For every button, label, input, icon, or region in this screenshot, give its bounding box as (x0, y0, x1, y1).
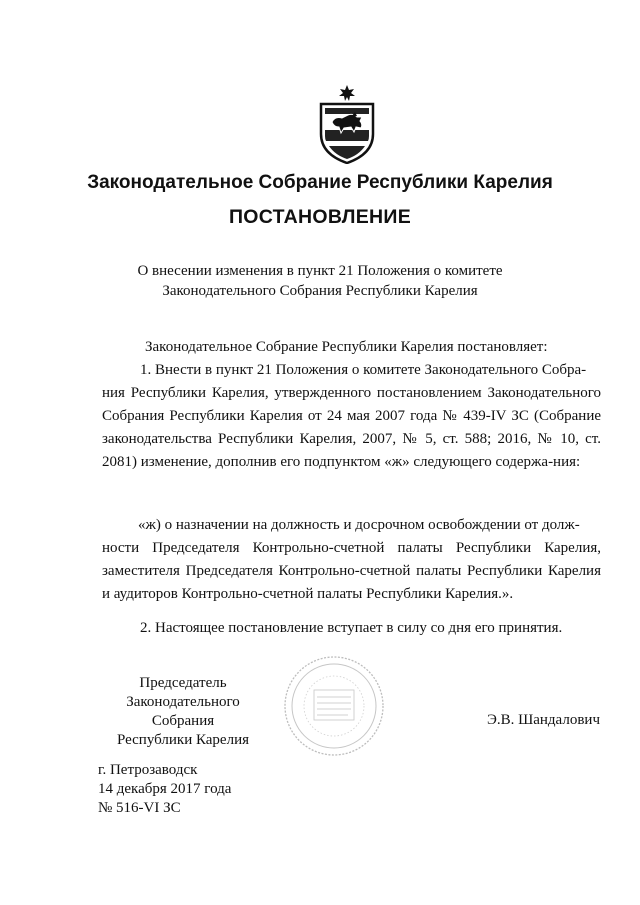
signatory-title-line-2: Законодательного Собрания (126, 694, 240, 729)
signatory-title-line-3: Республики Карелия (116, 732, 250, 748)
item-2-paragraph: 2. Настоящее постановление вступает в силу со дня его принятия. (140, 620, 563, 636)
intro-paragraph: Законодательное Собрание Республики Карелия постановляет: (145, 339, 548, 355)
official-seal-stamp-icon (282, 654, 386, 758)
quote-first-line: «ж) о назначении на должность и досрочном освобождении от долж- (138, 517, 580, 533)
item-1-paragraph (102, 359, 601, 474)
subject-line-1: О внесении изменения в пункт 21 Положения о комитете (137, 263, 503, 279)
document-date: 14 декабря 2017 года (98, 781, 232, 797)
document-number: № 516-VI ЗС (98, 800, 181, 816)
document-footer (98, 761, 231, 818)
document-type-title: ПОСТАНОВЛЕНИЕ (228, 206, 412, 228)
quote-rest: ности Председателя Контрольно-счетной палаты Республики Карелия, заместителя Председателя Контрольно-счетной палаты Республики Карелия и аудиторов Контрольно-счетной палаты Республики Карелия.». (102, 540, 601, 602)
city: г. Петрозаводск (98, 762, 198, 778)
item-1-first-line: 1. Внести в пункт 21 Положения о комитете Законодательного Собра- (140, 362, 587, 378)
subject-line-2: Законодательного Собрания Республики Карелия (162, 283, 478, 299)
organization-title: Законодательное Собрание Республики Карелия (87, 172, 553, 193)
signatory-title-line-1: Председатель (139, 675, 227, 691)
quote-paragraph (102, 514, 601, 606)
karelia-coat-of-arms-icon (315, 84, 379, 164)
document-subject (0, 261, 640, 301)
signatory-title (98, 674, 268, 750)
item-1-rest: ния Республики Карелия, утвержденного постановлением Законодательного Собрания Республики Карелия от 24 мая 2007 года № 439-IV ЗС (Собрание законодательства Республики Карелия, 2007, № 5, ст. 588; 2016, № 10, ст. 2081) изменение, дополнив его подпунктом «ж» следующего содержа-ния: (102, 385, 601, 470)
signatory-name: Э.В. Шандалович (486, 712, 600, 728)
